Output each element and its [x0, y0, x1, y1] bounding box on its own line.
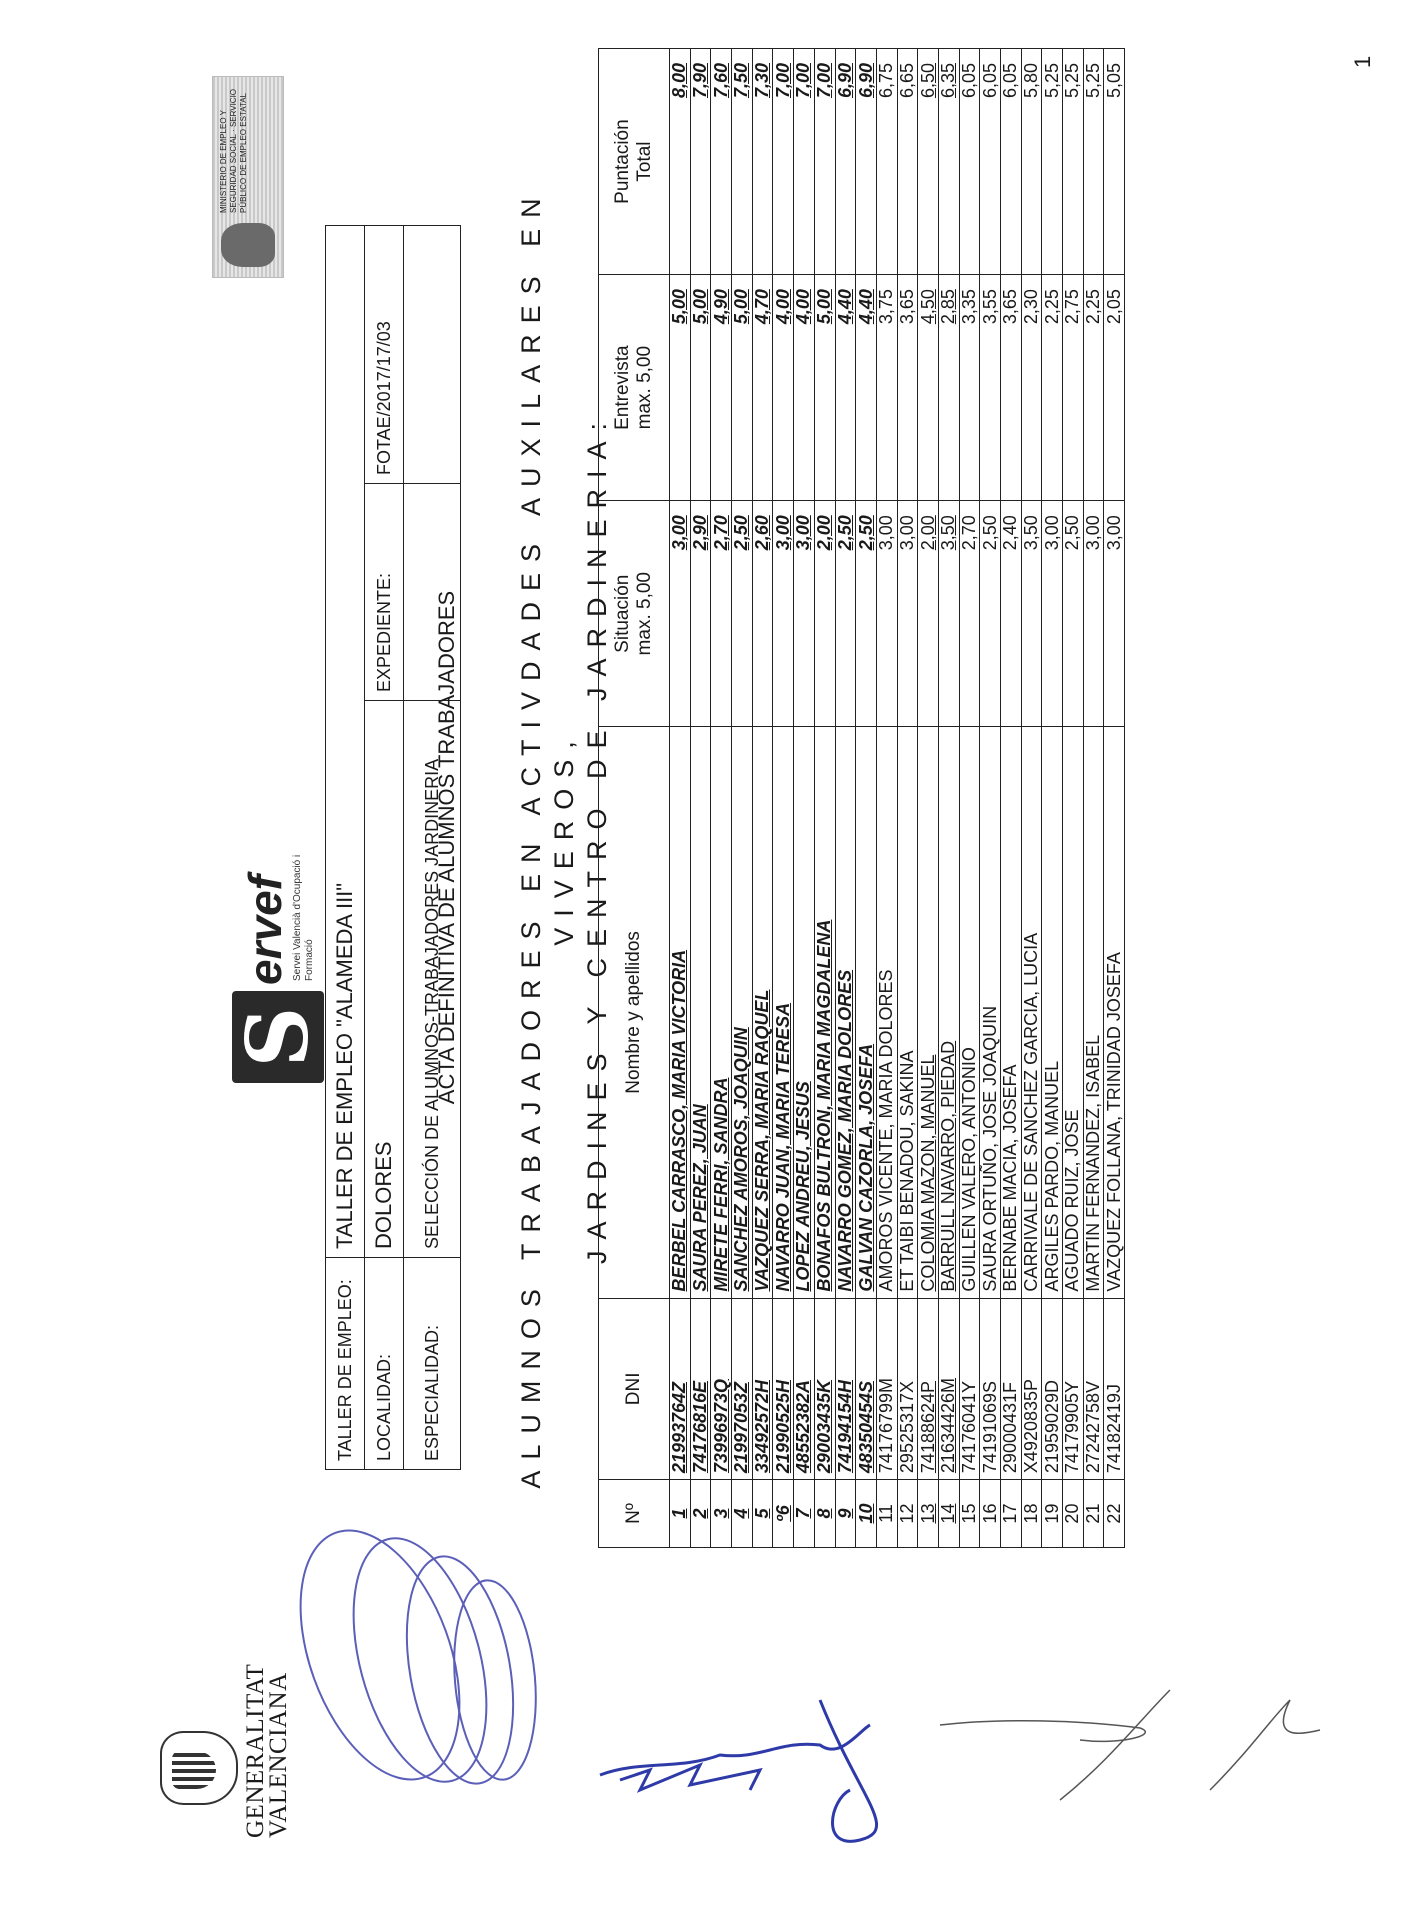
cell-dni: 73996973Q: [711, 1298, 732, 1480]
cell-nombre: LOPEZ ANDREU, JESUS: [794, 727, 815, 1298]
cell-dni: 27242758V: [1083, 1298, 1104, 1480]
cell-n: 8: [814, 1480, 835, 1548]
cell-total: 6,50: [918, 49, 939, 275]
servef-s-icon: S: [232, 991, 324, 1083]
cell-situacion: 2,60: [752, 501, 773, 727]
cell-total: 6,05: [980, 49, 1001, 275]
expediente-label: EXPEDIENTE:: [365, 484, 404, 701]
cell-n: 12: [897, 1480, 918, 1548]
cell-dni: 48552382A: [794, 1298, 815, 1480]
ministry-text: MINISTERIO DE EMPLEO Y SEGURIDAD SOCIAL · SERVICIO PÚBLICO DE EMPLEO ESTATAL: [219, 88, 248, 213]
cell-total: 8,00: [670, 49, 691, 275]
cell-dni: 21993764Z: [670, 1298, 691, 1480]
cell-nombre: MARTIN FERNANDEZ, ISABEL: [1083, 727, 1104, 1298]
cell-dni: 74191069S: [980, 1298, 1001, 1480]
cell-entrevista: 4,70: [752, 275, 773, 501]
cell-n: 14: [938, 1480, 959, 1548]
cell-situacion: 3,50: [938, 501, 959, 727]
cell-total: 7,00: [814, 49, 835, 275]
cell-total: 6,90: [856, 49, 877, 275]
especialidad-label: ESPECIALIDAD:: [404, 1258, 461, 1470]
cell-nombre: BERBEL CARRASCO, MARIA VICTORIA: [670, 727, 691, 1298]
cell-nombre: ARGILES PARDO, MANUEL: [1042, 727, 1063, 1298]
cell-nombre: BARRULL NAVARRO, PIEDAD: [938, 727, 959, 1298]
cell-nombre: SAURA ORTUÑO, JOSE JOAQUIN: [980, 727, 1001, 1298]
servef-subtitle: Servei Valencià d'Ocupació i Formació: [292, 854, 315, 981]
cell-situacion: 2,50: [1063, 501, 1084, 727]
col-header-puntuacion-line1: Puntación: [612, 119, 633, 204]
servef-wordmark: ervef: [239, 875, 291, 985]
cell-entrevista: 4,00: [773, 275, 794, 501]
cell-nombre: AMOROS VICENTE, MARIA DOLORES: [876, 727, 897, 1298]
cell-dni: 29003435K: [814, 1298, 835, 1480]
cell-dni: 74188624P: [918, 1298, 939, 1480]
especialidad-value: SELECCIÓN DE ALUMNOS-TRABAJADORES JARDINERIA: [404, 701, 461, 1258]
cell-dni: 21634426M: [938, 1298, 959, 1480]
col-header-dni: DNI: [599, 1298, 670, 1480]
cell-nombre: NAVARRO JUAN, MARIA TERESA: [773, 727, 794, 1298]
cell-entrevista: 2,25: [1042, 275, 1063, 501]
cell-nombre: AGUADO RUIZ, JOSE: [1063, 727, 1084, 1298]
cell-entrevista: 3,65: [1001, 275, 1022, 501]
cell-total: 6,05: [1001, 49, 1022, 275]
signature-middle: [600, 1700, 877, 1841]
cell-situacion: 2,90: [690, 501, 711, 727]
cell-n: 20: [1063, 1480, 1084, 1548]
cell-entrevista: 5,00: [690, 275, 711, 501]
cell-situacion: 2,50: [980, 501, 1001, 727]
cell-entrevista: 4,90: [711, 275, 732, 501]
cell-situacion: 2,00: [814, 501, 835, 727]
cell-dni: X4920835P: [1021, 1298, 1042, 1480]
cell-entrevista: 3,35: [959, 275, 980, 501]
generalitat-name-line1: GENERALITAT: [242, 1663, 269, 1838]
cell-dni: 21997053Z: [732, 1298, 753, 1480]
localidad-value: DOLORES: [365, 701, 404, 1258]
expediente-value: FOTAE/2017/17/03: [365, 226, 404, 484]
cell-entrevista: 3,55: [980, 275, 1001, 501]
cell-total: 7,50: [732, 49, 753, 275]
cell-total: 7,90: [690, 49, 711, 275]
cell-situacion: 3,00: [670, 501, 691, 727]
cell-nombre: COLOMIA MAZON, MANUEL: [918, 727, 939, 1298]
cell-n: 9: [835, 1480, 856, 1548]
cell-total: 6,35: [938, 49, 959, 275]
col-header-entrevista-line1: Entrevista: [612, 345, 633, 430]
cell-n: 4: [732, 1480, 753, 1548]
cell-entrevista: 3,75: [876, 275, 897, 501]
cell-n: 11: [876, 1480, 897, 1548]
cell-n: 1: [670, 1480, 691, 1548]
cell-dni: 21990525H: [773, 1298, 794, 1480]
cell-total: 5,25: [1063, 49, 1084, 275]
cell-entrevista: 5,00: [670, 275, 691, 501]
cell-total: 7,00: [794, 49, 815, 275]
cell-entrevista: 2,30: [1021, 275, 1042, 501]
cell-total: 5,25: [1042, 49, 1063, 275]
cell-entrevista: 4,00: [794, 275, 815, 501]
cell-total: 5,80: [1021, 49, 1042, 275]
cell-entrevista: 2,75: [1063, 275, 1084, 501]
cell-n: 5: [752, 1480, 773, 1548]
cell-total: 7,60: [711, 49, 732, 275]
cell-nombre: CARRIVALE DE SANCHEZ GARCIA, LUCIA: [1021, 727, 1042, 1298]
cell-entrevista: 2,25: [1083, 275, 1104, 501]
cell-nombre: BERNABE MACIA, JOSEFA: [1001, 727, 1022, 1298]
cell-situacion: 3,00: [876, 501, 897, 727]
localidad-label: LOCALIDAD:: [365, 1258, 404, 1470]
cell-nombre: MIRETE FERRI, SANDRA: [711, 727, 732, 1298]
cell-n: 13: [918, 1480, 939, 1548]
cell-dni: 33492572H: [752, 1298, 773, 1480]
col-header-situacion-line2: max. 5,00: [634, 572, 655, 656]
list-heading-line2: JARDINES Y CENTRO DE JARDINERIA:: [582, 411, 612, 1265]
cell-situacion: 3,00: [1083, 501, 1104, 727]
cell-situacion: 3,00: [897, 501, 918, 727]
cell-dni: 21959029D: [1042, 1298, 1063, 1480]
cell-situacion: 3,00: [794, 501, 815, 727]
cell-nombre: VAZQUEZ SERRA, MARIA RAQUEL: [752, 727, 773, 1298]
cell-nombre: BONAFOS BULTRON, MARIA MAGDALENA: [814, 727, 835, 1298]
cell-n: 21: [1083, 1480, 1104, 1548]
cell-situacion: 3,50: [1021, 501, 1042, 727]
signature-loops-left: [270, 1509, 544, 1801]
cell-nombre: GALVAN CAZORLA, JOSEFA: [856, 727, 877, 1298]
cell-dni: 74179905Y: [1063, 1298, 1084, 1480]
cell-nombre: VAZQUEZ FOLLANA, TRINIDAD JOSEFA: [1104, 727, 1125, 1298]
cell-n: 22: [1104, 1480, 1125, 1548]
cell-n: 19: [1042, 1480, 1063, 1548]
col-header-situacion-line1: Situación: [612, 574, 633, 653]
cell-total: 6,65: [897, 49, 918, 275]
cell-n: º6: [773, 1480, 794, 1548]
cell-n: 18: [1021, 1480, 1042, 1548]
cell-entrevista: 4,50: [918, 275, 939, 501]
cell-entrevista: 2,85: [938, 275, 959, 501]
acta-title: ACTA DEFINITIVA DE ALUMNOS TRABAJADORES: [434, 590, 459, 1105]
col-header-puntuacion-line2: Total: [634, 141, 655, 182]
signature-right: [940, 1690, 1320, 1800]
cell-total: 6,90: [835, 49, 856, 275]
cell-n: 2: [690, 1480, 711, 1548]
cell-dni: 74176041Y: [959, 1298, 980, 1480]
cell-nombre: SANCHEZ AMOROS, JOAQUIN: [732, 727, 753, 1298]
cell-situacion: 2,50: [856, 501, 877, 727]
cell-total: 5,05: [1104, 49, 1125, 275]
cell-entrevista: 4,40: [835, 275, 856, 501]
taller-value: TALLER DE EMPLEO "ALAMEDA III": [326, 226, 365, 1258]
cell-n: 15: [959, 1480, 980, 1548]
cell-situacion: 2,70: [711, 501, 732, 727]
cell-dni: 48350454S: [856, 1298, 877, 1480]
cell-nombre: NAVARRO GOMEZ, MARIA DOLORES: [835, 727, 856, 1298]
cell-entrevista: 5,00: [732, 275, 753, 501]
cell-total: 5,25: [1083, 49, 1104, 275]
page-number: 1: [1350, 55, 1375, 68]
cell-dni: 29525317X: [897, 1298, 918, 1480]
cell-situacion: 3,00: [1104, 501, 1125, 727]
cell-dni: 29000431F: [1001, 1298, 1022, 1480]
cell-dni: 74176816E: [690, 1298, 711, 1480]
cell-n: 10: [856, 1480, 877, 1548]
cell-situacion: 2,40: [1001, 501, 1022, 727]
taller-label: TALLER DE EMPLEO:: [326, 1258, 365, 1470]
cell-situacion: 2,00: [918, 501, 939, 727]
cell-n: 3: [711, 1480, 732, 1548]
cell-situacion: 3,00: [773, 501, 794, 727]
cell-total: 7,30: [752, 49, 773, 275]
cell-dni: 74182419J: [1104, 1298, 1125, 1480]
cell-n: 17: [1001, 1480, 1022, 1548]
cell-entrevista: 4,40: [856, 275, 877, 501]
cell-dni: 74194154H: [835, 1298, 856, 1480]
generalitat-name-line2: VALENCIANA: [265, 1672, 292, 1838]
cell-entrevista: 5,00: [814, 275, 835, 501]
cell-nombre: GUILLEN VALERO, ANTONIO: [959, 727, 980, 1298]
col-header-entrevista-line2: max. 5,00: [634, 345, 655, 430]
cell-nombre: SAURA PEREZ, JUAN: [690, 727, 711, 1298]
cell-dni: 74176799M: [876, 1298, 897, 1480]
cell-total: 6,05: [959, 49, 980, 275]
cell-entrevista: 3,65: [897, 275, 918, 501]
cell-nombre: ET TAIBI BENADOU, SAKINA: [897, 727, 918, 1298]
col-header-n: Nº: [599, 1480, 670, 1548]
cell-situacion: 2,50: [835, 501, 856, 727]
cell-situacion: 3,00: [1042, 501, 1063, 727]
cell-n: 16: [980, 1480, 1001, 1548]
col-header-nombre: Nombre y apellidos: [599, 727, 670, 1298]
cell-total: 7,00: [773, 49, 794, 275]
cell-situacion: 2,50: [732, 501, 753, 727]
list-heading-line1: ALUMNOS TRABAJADORES EN ACTIVDADES AUXILARES EN VIVEROS,: [516, 187, 579, 1489]
cell-n: 7: [794, 1480, 815, 1548]
cell-entrevista: 2,05: [1104, 275, 1125, 501]
cell-situacion: 2,70: [959, 501, 980, 727]
cell-total: 6,75: [876, 49, 897, 275]
